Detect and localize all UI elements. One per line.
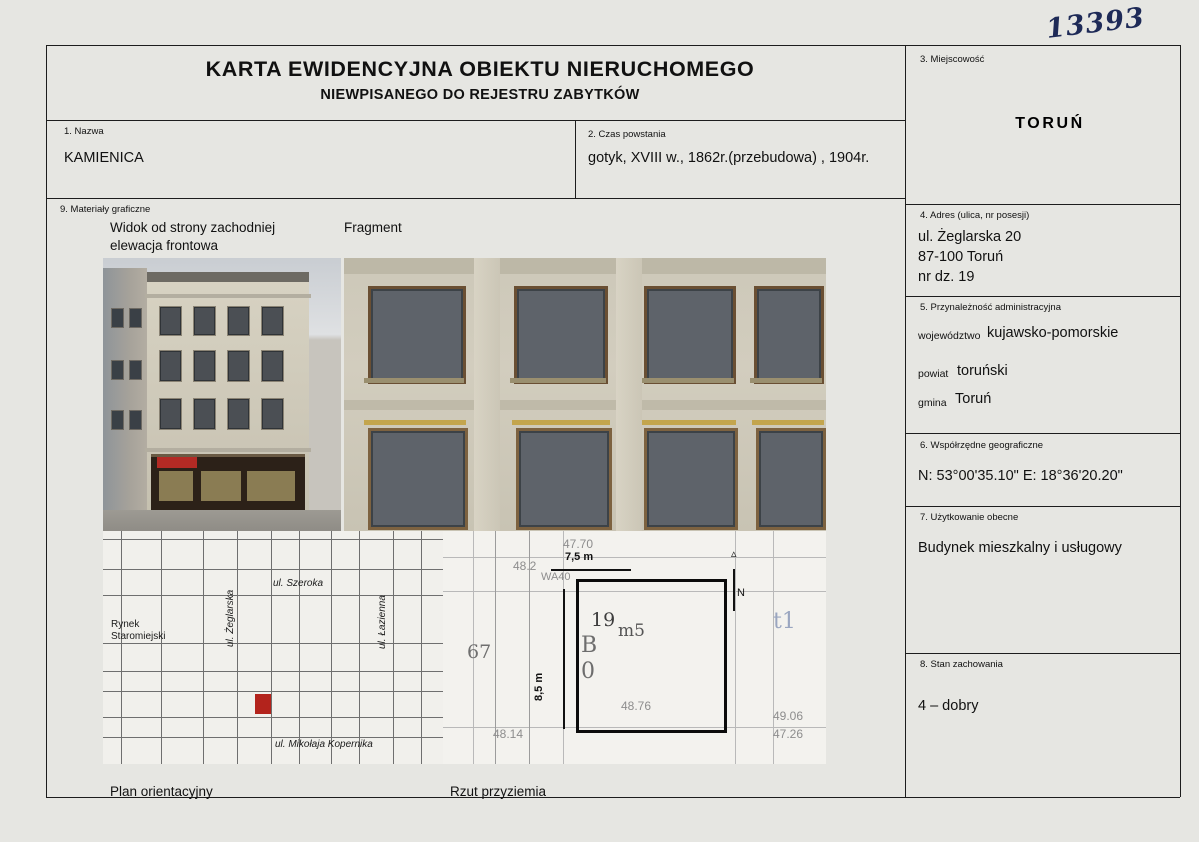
frame-line-left xyxy=(46,45,47,797)
site-plan-building-outline xyxy=(576,579,727,733)
photo-fragment-pilaster-1 xyxy=(474,258,500,531)
field-5-row-1-label: powiat xyxy=(918,368,949,380)
frame-line-field5-top xyxy=(905,296,1180,297)
photo-left-caption-line1: Widok od strony zachodniej xyxy=(110,220,276,235)
field-1-value: KAMIENICA xyxy=(64,150,144,166)
photo-fragment-mid-band xyxy=(344,400,826,410)
site-plan-label-67: 67 xyxy=(467,641,492,663)
frame-line-field8-top xyxy=(905,653,1180,654)
field-9-label: 9. Materiały graficzne xyxy=(60,204,151,215)
photo-left-caption-line2: elewacja frontowa xyxy=(110,238,219,253)
plan-left-caption: Plan orientacyjny xyxy=(110,784,213,799)
field-5-row-1-value: toruński xyxy=(957,363,1008,379)
site-plan-label-4770: 47.70 xyxy=(563,537,594,551)
frame-line-field4-top xyxy=(905,204,1180,205)
orientation-plan-square-line2: Staromiejski xyxy=(111,631,166,642)
page-title: KARTA EWIDENCYJNA OBIEKTU NIERUCHOMEGO xyxy=(205,57,755,81)
photo-fragment-top-band xyxy=(344,258,826,274)
field-4-street: ul. Żeglarska 20 xyxy=(918,229,1022,245)
frame-line-bottom xyxy=(46,797,1180,798)
field-4-postcode: 87-100 Toruń xyxy=(918,249,1004,265)
site-plan-label-4906: 49.06 xyxy=(773,709,804,723)
frame-line-under-field2 xyxy=(46,198,905,199)
site-plan-label-wa40: WA40 xyxy=(541,571,571,583)
site-plan-label-482: 48.2 xyxy=(513,559,537,573)
field-6-label: 6. Współrzędne geograficzne xyxy=(920,440,1044,451)
site-plan-label-0: 0 xyxy=(581,659,595,684)
site-plan-label-4726: 47.26 xyxy=(773,727,804,741)
site-plan-label-b: B xyxy=(581,633,598,658)
photo-right-caption: Fragment xyxy=(344,220,402,235)
photo-shop-sign xyxy=(157,457,197,468)
field-2-value: gotyk, XVIII w., 1862r.(przebudowa) , 1904r. xyxy=(588,150,870,166)
orientation-plan-street-2: ul. Żeglarska xyxy=(225,589,236,647)
field-5-row-2-label: gmina xyxy=(918,397,947,409)
field-1-label: 1. Nazwa xyxy=(64,126,104,137)
field-3-value: TORUŃ xyxy=(1015,115,1085,132)
photo-cornice-upper xyxy=(145,294,311,298)
frame-line-field1-field2 xyxy=(575,120,576,198)
frame-line-top xyxy=(46,45,1180,46)
orientation-plan-street-0: ul. Szeroka xyxy=(273,578,324,589)
photo-facade-fragment xyxy=(344,258,826,531)
field-3-label: 3. Miejscowość xyxy=(920,54,985,65)
handwritten-catalogue-number: 13393 xyxy=(1044,2,1147,45)
frame-line-under-title xyxy=(46,120,905,121)
site-plan-parcel-number: 19 xyxy=(591,609,616,631)
orientation-plan xyxy=(103,531,443,764)
page-subtitle: NIEWPISANEGO DO REJESTRU ZABYTKÓW xyxy=(320,87,640,103)
field-4-label: 4. Adres (ulica, nr posesji) xyxy=(920,210,1030,221)
photo-pavement xyxy=(103,510,341,531)
field-5-row-0-value: kujawsko-pomorskie xyxy=(987,325,1119,341)
orientation-plan-square-line1: Rynek xyxy=(111,619,140,630)
site-plan-dimension-left: 8,5 m xyxy=(533,672,545,701)
photo-cornice-lower xyxy=(145,448,311,452)
field-2-label: 2. Czas powstania xyxy=(588,129,666,140)
orientation-plan-street-1: ul. Łazienna xyxy=(377,595,388,649)
field-5-row-2-value: Toruń xyxy=(955,391,992,407)
frame-line-right xyxy=(1180,45,1181,797)
site-plan-label-t1: t1 xyxy=(773,609,796,634)
field-7-label: 7. Użytkowanie obecne xyxy=(920,512,1019,523)
orientation-plan-subject-parcel xyxy=(255,694,271,714)
frame-line-field7-top xyxy=(905,506,1180,507)
photo-right-neighbour-building xyxy=(309,286,341,531)
site-plan-label-elevation-4876: 48.76 xyxy=(621,699,652,713)
field-4-parcel: nr dz. 19 xyxy=(918,269,975,285)
photo-left-neighbour-building xyxy=(103,268,147,531)
site-plan-label-4814: 48.14 xyxy=(493,727,524,741)
photo-west-facade xyxy=(103,258,341,531)
field-8-value: 4 – dobry xyxy=(918,698,979,714)
site-plan-label-m5: m5 xyxy=(618,621,645,641)
site-plan-dimension-top: 7,5 m xyxy=(565,551,594,563)
orientation-plan-street-3: ul. Mikołaja Kopernika xyxy=(275,739,373,750)
frame-line-field6-top xyxy=(905,433,1180,434)
field-7-value: Budynek mieszkalny i usługowy xyxy=(918,540,1122,556)
frame-line-right-column xyxy=(905,45,906,797)
ground-floor-site-plan: 19 m5 48.76 48.2 47.70 49.06 47.26 48.14 WA40 67 t1 B 0 7,5 m 8,5 m ▵ N xyxy=(443,531,826,764)
plan-right-caption: Rzut przyziemia xyxy=(450,784,547,799)
field-8-label: 8. Stan zachowania xyxy=(920,659,1003,670)
site-plan-north-label: N xyxy=(737,587,745,599)
photo-fragment-pilaster-2 xyxy=(616,258,642,531)
field-5-label: 5. Przynależność administracyjna xyxy=(920,302,1061,313)
field-6-value: N: 53°00'35.10" E: 18°36'20.20" xyxy=(918,468,1123,484)
field-5-row-0-label: województwo xyxy=(918,330,981,342)
